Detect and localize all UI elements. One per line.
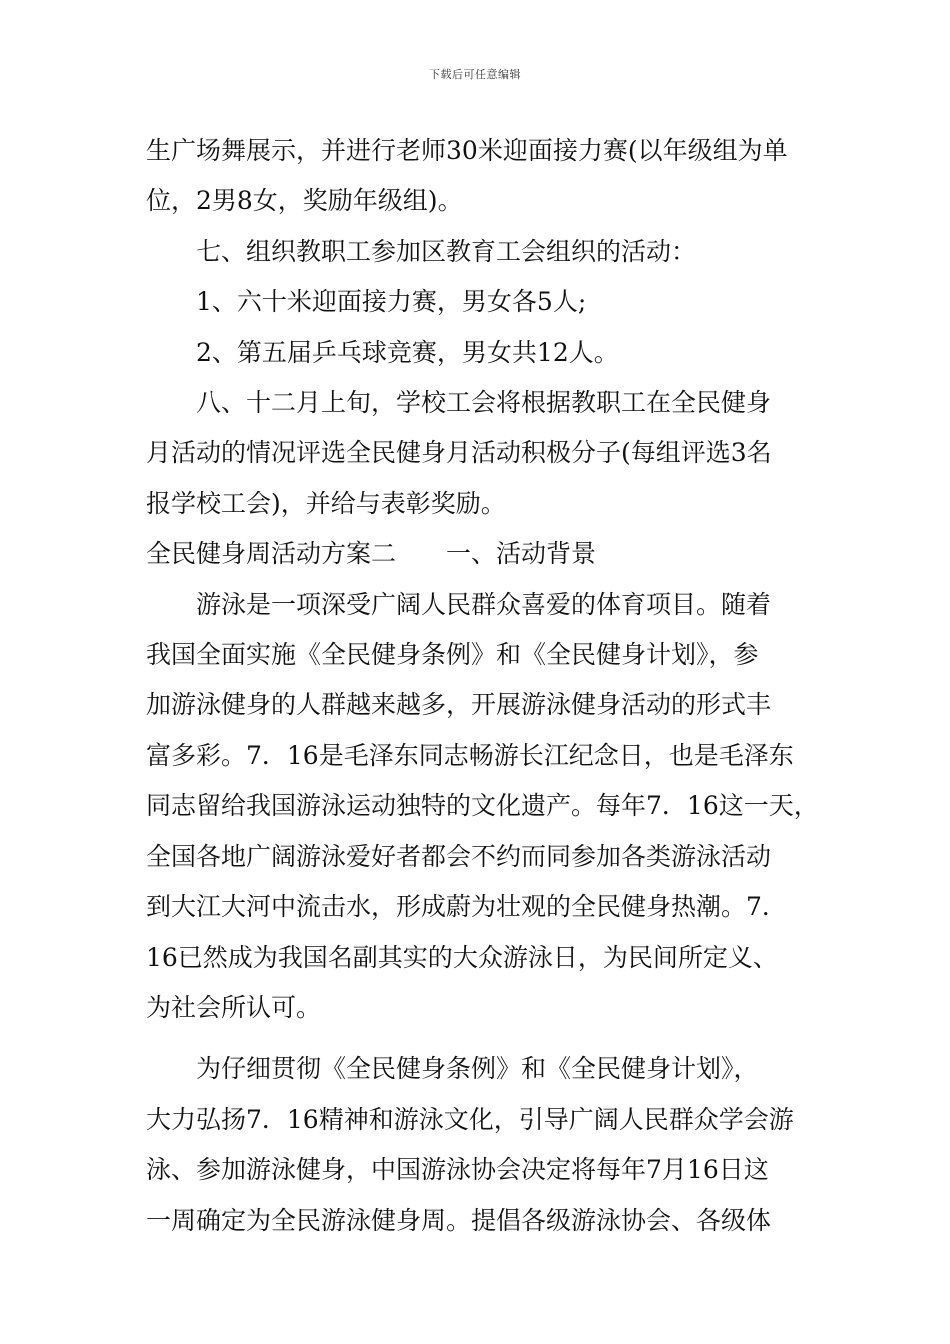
text-line: 16已然成为我国名副其实的大众游泳日，为民间所定义、 — [146, 942, 778, 972]
text-line: 月活动的情况评选全民健身月活动积极分子(每组评选3名 — [146, 438, 772, 468]
text-line: 大力弘扬7．16精神和游泳文化，引导广阔人民群众学会游 — [146, 1104, 794, 1134]
text-line: 游泳是一项深受广阔人民群众喜爱的体育项目。随着 — [196, 589, 772, 619]
text-line: 生广场舞展示，并进行老师30米迎面接力赛(以年级组为单 — [146, 136, 788, 165]
text-line: 一周确定为全民游泳健身周。提倡各级游泳协会、各级体 — [146, 1205, 772, 1235]
text-line: 报学校工会)，并给与表彰奖励。 — [146, 488, 506, 518]
text-line: 富多彩。7．16是毛泽东同志畅游长江纪念日，也是毛泽东 — [146, 740, 794, 770]
document-body — [146, 126, 819, 1246]
text-line: 为社会所认可。 — [146, 992, 322, 1022]
text-line: 为仔细贯彻《全民健身条例》和《全民健身计划》， — [196, 1054, 759, 1084]
text-line: 泳、参加游泳健身，中国游泳协会决定将每年7月16日这 — [146, 1155, 769, 1185]
text-line: 七、组织教职工参加区教育工会组织的活动： — [196, 236, 697, 266]
text-line: 八、十二月上旬，学校工会将根据教职工在全民健身 — [196, 388, 772, 418]
page-header: 下载后可任意编辑 — [429, 68, 521, 81]
text-line: 位，2男8女，奖励年级组)。 — [146, 186, 463, 216]
text-line: 加游泳健身的人群越来越多，开展游泳健身活动的形式丰 — [146, 690, 772, 720]
text-line: 到大江大河中流击水，形成蔚为壮观的全民健身热潮。7． — [146, 892, 787, 922]
text-line: 我国全面实施《全民健身条例》和《全民健身计划》，参 — [146, 640, 759, 670]
text-line: 同志留给我国游泳运动独特的文化遗产。每年7．16这一天， — [146, 791, 819, 821]
section-heading: 全民健身周活动方案二 一、活动背景 — [146, 539, 597, 569]
text-line: 1、六十米迎面接力赛，男女各5人; — [196, 287, 587, 317]
text-line: 全国各地广阔游泳爱好者都会不约而同参加各类游泳活动 — [146, 841, 772, 871]
text-line: 2、第五届乒乓球竞赛，男女共12人。 — [196, 337, 619, 367]
